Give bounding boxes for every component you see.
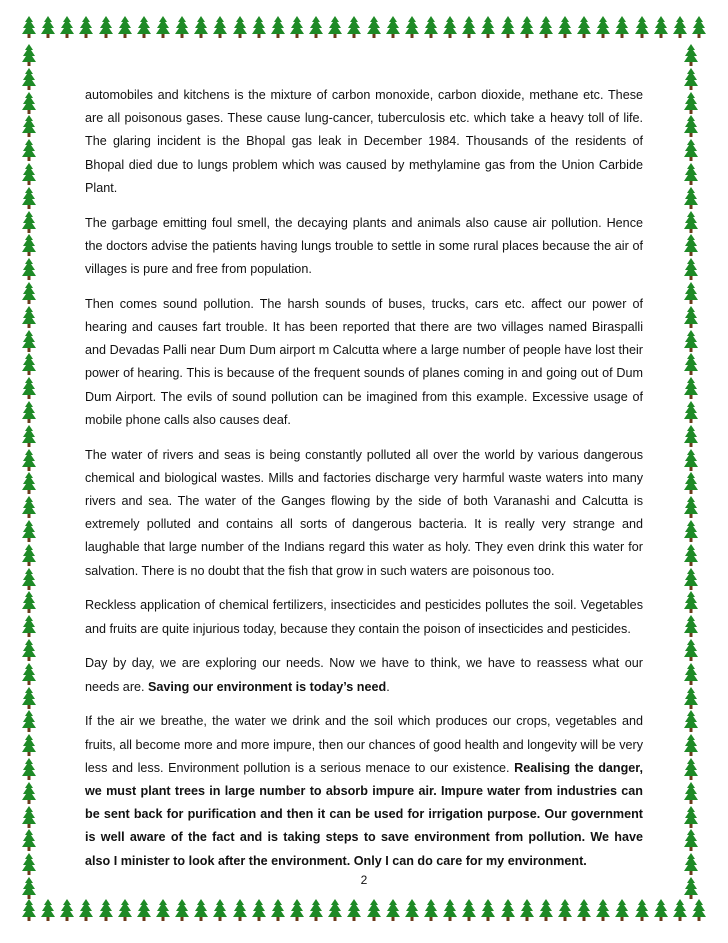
christmas-tree-icon (79, 899, 93, 921)
paragraph: Then comes sound pollution. The harsh sounds of buses, trucks, cars etc. affect our power of hearing and causes fart trouble. It has been reported that there are two villages named Biraspalli and Devadas Palli near Dum Dum airport m Calcutta where a large number of people have lost their power of hearing. This is because of the frequent sounds of planes coming in and going out of Dum Dum Airport. The evils of sound pollution can be imagined from this example. Excessive usage of mobile phone calls also causes deaf. (85, 296, 643, 427)
christmas-tree-icon (194, 899, 208, 921)
christmas-tree-icon (22, 615, 36, 637)
christmas-tree-icon (481, 16, 495, 38)
paragraph: automobiles and kitchens is the mixture of carbon monoxide, carbon dioxide, methane etc. These are all poisonous gases. These cause lung-cancer, tuberculosis etc. which take a heavy toll of life. The glaring incident is the Bhopal gas leak in December 1984. Thousands of the residents of Bhopal died due to lungs problem which was caused by methylamine gas from the Union Carbide Plant. (85, 88, 643, 195)
christmas-tree-icon (684, 115, 698, 137)
christmas-tree-icon (137, 16, 151, 38)
christmas-tree-icon (22, 758, 36, 780)
christmas-tree-icon (386, 899, 400, 921)
christmas-tree-icon (684, 663, 698, 685)
christmas-tree-icon (443, 16, 457, 38)
christmas-tree-icon (684, 377, 698, 399)
christmas-tree-icon (22, 829, 36, 851)
christmas-tree-icon (79, 16, 93, 38)
christmas-tree-icon (684, 853, 698, 875)
christmas-tree-icon (22, 258, 36, 280)
christmas-tree-icon (213, 899, 227, 921)
decorative-border-left (22, 44, 44, 899)
christmas-tree-icon (22, 353, 36, 375)
christmas-tree-icon (22, 899, 36, 921)
christmas-tree-icon (22, 211, 36, 233)
christmas-tree-icon (684, 472, 698, 494)
christmas-tree-icon (577, 16, 591, 38)
christmas-tree-icon (684, 639, 698, 661)
christmas-tree-icon (615, 16, 629, 38)
christmas-tree-icon (60, 899, 74, 921)
christmas-tree-icon (60, 16, 74, 38)
christmas-tree-icon (635, 16, 649, 38)
christmas-tree-icon (271, 899, 285, 921)
christmas-tree-icon (290, 899, 304, 921)
christmas-tree-icon (252, 16, 266, 38)
christmas-tree-icon (347, 899, 361, 921)
christmas-tree-icon (347, 16, 361, 38)
christmas-tree-icon (22, 425, 36, 447)
christmas-tree-icon (22, 234, 36, 256)
christmas-tree-icon (22, 92, 36, 114)
paragraph: The water of rivers and seas is being constantly polluted all over the world by various dangerous chemical and biological wastes. Mills and factories discharge very harmful waste waters into many rivers and sea. The water of the Ganges flowing by the side of both Varanashi and Calcutta is extremely polluted and contains all sorts of dangerous bacteria. It is really very strange and laughable that large number of the Indians regard this water as holy. They even drink this water for salvation. There is no doubt that the fish that grow in such waters are poisonous too. (85, 447, 643, 578)
christmas-tree-icon (22, 187, 36, 209)
christmas-tree-icon (328, 899, 342, 921)
christmas-tree-icon (577, 899, 591, 921)
christmas-tree-icon (271, 16, 285, 38)
christmas-tree-icon (684, 568, 698, 590)
christmas-tree-icon (22, 401, 36, 423)
paragraph: The garbage emitting foul smell, the decaying plants and animals also cause air pollution. Hence the doctors advise the patients having lungs trouble to settle in some rural places because the air of villages is pure and free from population. (85, 215, 643, 277)
christmas-tree-icon (175, 899, 189, 921)
christmas-tree-icon (558, 16, 572, 38)
christmas-tree-icon (99, 16, 113, 38)
christmas-tree-icon (501, 899, 515, 921)
christmas-tree-icon (22, 115, 36, 137)
christmas-tree-icon (462, 899, 476, 921)
christmas-tree-icon (684, 68, 698, 90)
christmas-tree-icon (684, 401, 698, 423)
christmas-tree-icon (539, 16, 553, 38)
paragraph: If the air we breathe, the water we drink and the soil which produces our crops, vegetables and fruits, all become more and more impure, then our chances of good health and longevity will be very less and less. Environment pollution is a serious menace to our existence. Realising the danger, we must plant trees in large number to absorb impure air. Impure water from industries can be sent back for purification and then it can be used for irrigation purpose. Our government is well aware of the fact and is taking steps to save environment from pollution. We have also I minister to look after the environment. Only I can do care for my environment. (85, 714, 643, 868)
christmas-tree-icon (22, 330, 36, 352)
christmas-tree-icon (22, 282, 36, 304)
christmas-tree-icon (692, 16, 706, 38)
christmas-tree-icon (673, 899, 687, 921)
christmas-tree-icon (684, 591, 698, 613)
christmas-tree-icon (41, 899, 55, 921)
christmas-tree-icon (684, 615, 698, 637)
christmas-tree-icon (684, 806, 698, 828)
paragraph: Day by day, we are exploring our needs. Now we have to think, we have to reassess what our needs are. Saving our environment is today’s need. (85, 656, 643, 694)
decorative-border-right (684, 44, 706, 899)
christmas-tree-icon (22, 163, 36, 185)
christmas-tree-icon (684, 710, 698, 732)
christmas-tree-icon (654, 899, 668, 921)
christmas-tree-icon (22, 710, 36, 732)
christmas-tree-icon (22, 16, 36, 38)
christmas-tree-icon (684, 211, 698, 233)
christmas-tree-icon (22, 853, 36, 875)
christmas-tree-icon (615, 899, 629, 921)
christmas-tree-icon (22, 663, 36, 685)
christmas-tree-icon (692, 899, 706, 921)
christmas-tree-icon (22, 139, 36, 161)
christmas-tree-icon (424, 899, 438, 921)
christmas-tree-icon (684, 829, 698, 851)
christmas-tree-icon (22, 568, 36, 590)
christmas-tree-icon (22, 639, 36, 661)
christmas-tree-icon (424, 16, 438, 38)
christmas-tree-icon (309, 899, 323, 921)
christmas-tree-icon (99, 899, 113, 921)
christmas-tree-icon (156, 899, 170, 921)
christmas-tree-icon (539, 899, 553, 921)
christmas-tree-icon (684, 234, 698, 256)
christmas-tree-icon (367, 899, 381, 921)
christmas-tree-icon (684, 687, 698, 709)
christmas-tree-icon (481, 899, 495, 921)
christmas-tree-icon (673, 16, 687, 38)
christmas-tree-icon (156, 16, 170, 38)
christmas-tree-icon (22, 306, 36, 328)
christmas-tree-icon (22, 544, 36, 566)
christmas-tree-icon (684, 44, 698, 66)
christmas-tree-icon (443, 899, 457, 921)
christmas-tree-icon (118, 899, 132, 921)
christmas-tree-icon (386, 16, 400, 38)
christmas-tree-icon (684, 306, 698, 328)
christmas-tree-icon (328, 16, 342, 38)
christmas-tree-icon (684, 330, 698, 352)
decorative-border-bottom (22, 899, 706, 927)
christmas-tree-icon (175, 16, 189, 38)
emphasis-text: Realising the danger, we must plant trees in large number to absorb impure air. Impure water from industries can be sent back for purification and then it can be used for irrigation purpose. Our government is well aware of the fact and is taking steps to save environment from pollution. We have also I minister to look after the environment. Only I can do care for my environment. (85, 760, 643, 868)
christmas-tree-icon (684, 92, 698, 114)
christmas-tree-icon (22, 520, 36, 542)
christmas-tree-icon (501, 16, 515, 38)
paragraph: Reckless application of chemical fertilizers, insecticides and pesticides pollutes the soil. Vegetables and fruits are quite injurious today, because they contain the poison of insecticides and pesticides. (85, 598, 643, 636)
christmas-tree-icon (596, 16, 610, 38)
christmas-tree-icon (684, 187, 698, 209)
christmas-tree-icon (684, 425, 698, 447)
christmas-tree-icon (684, 496, 698, 518)
christmas-tree-icon (558, 899, 572, 921)
christmas-tree-icon (684, 734, 698, 756)
christmas-tree-icon (367, 16, 381, 38)
christmas-tree-icon (22, 472, 36, 494)
emphasis-text: Saving our environment is today’s need (148, 679, 387, 694)
christmas-tree-icon (22, 806, 36, 828)
christmas-tree-icon (405, 16, 419, 38)
christmas-tree-icon (684, 520, 698, 542)
body-text (85, 84, 643, 884)
christmas-tree-icon (684, 782, 698, 804)
christmas-tree-icon (194, 16, 208, 38)
christmas-tree-icon (290, 16, 304, 38)
christmas-tree-icon (596, 899, 610, 921)
christmas-tree-icon (22, 734, 36, 756)
christmas-tree-icon (635, 899, 649, 921)
christmas-tree-icon (462, 16, 476, 38)
christmas-tree-icon (252, 899, 266, 921)
christmas-tree-icon (233, 899, 247, 921)
christmas-tree-icon (137, 899, 151, 921)
christmas-tree-icon (684, 139, 698, 161)
page-number: 2 (360, 873, 368, 887)
christmas-tree-icon (405, 899, 419, 921)
christmas-tree-icon (118, 16, 132, 38)
christmas-tree-icon (684, 258, 698, 280)
christmas-tree-icon (22, 68, 36, 90)
christmas-tree-icon (520, 899, 534, 921)
christmas-tree-icon (684, 163, 698, 185)
christmas-tree-icon (213, 16, 227, 38)
christmas-tree-icon (684, 282, 698, 304)
christmas-tree-icon (684, 353, 698, 375)
christmas-tree-icon (22, 591, 36, 613)
christmas-tree-icon (684, 758, 698, 780)
christmas-tree-icon (684, 544, 698, 566)
christmas-tree-icon (233, 16, 247, 38)
christmas-tree-icon (684, 449, 698, 471)
christmas-tree-icon (22, 496, 36, 518)
christmas-tree-icon (22, 782, 36, 804)
christmas-tree-icon (41, 16, 55, 38)
christmas-tree-icon (22, 687, 36, 709)
decorative-border-top (22, 16, 706, 44)
christmas-tree-icon (654, 16, 668, 38)
christmas-tree-icon (22, 44, 36, 66)
christmas-tree-icon (309, 16, 323, 38)
christmas-tree-icon (520, 16, 534, 38)
christmas-tree-icon (22, 377, 36, 399)
christmas-tree-icon (22, 449, 36, 471)
